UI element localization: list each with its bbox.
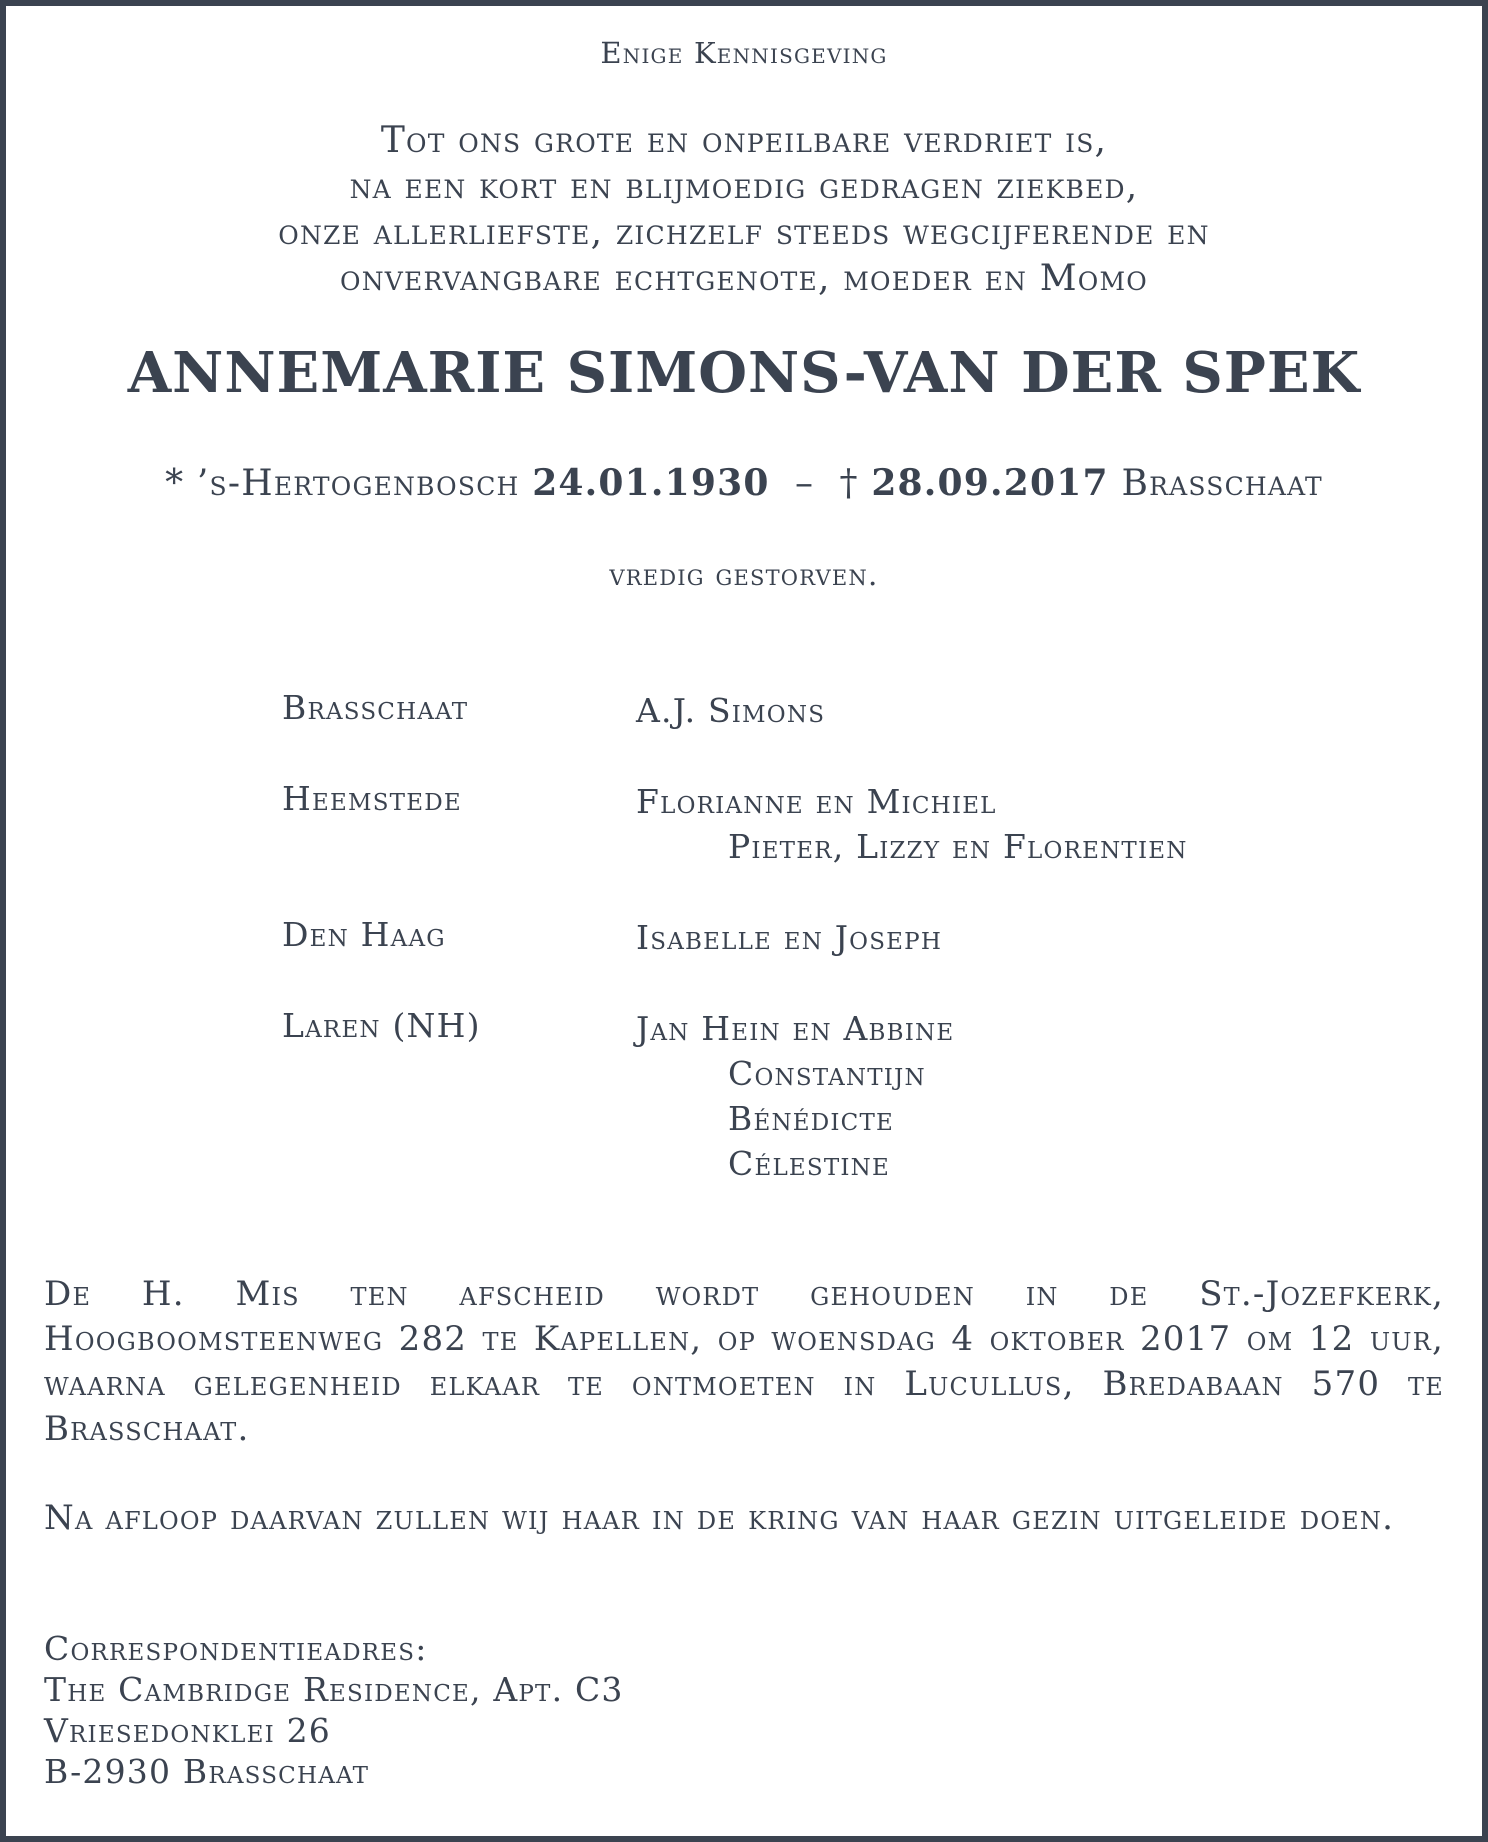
intro-line: onze allerliefste, zichzelf steeds wegcijferende en [278,212,1210,253]
died-text: vredig gestorven. [609,558,879,593]
life-dates [0,462,1488,504]
death-date: 28.09.2017 [871,462,1109,504]
family-children: Pieter, Lizzy en Florentien [728,827,1188,866]
family-list [282,688,1188,1186]
notice-label: Enige Kennisgeving [600,36,888,70]
burial-paragraph: Na afloop daarvan zullen wij haar in de kring van haar gezin uitgeleide doen. [44,1498,1395,1538]
death-place: Brasschaat [1121,463,1323,504]
address-line: Vriesedonklei 26 [44,1711,332,1750]
deceased-name: ANNEMARIE SIMONS-VAN DER SPEK [127,340,1361,406]
family-names: Florianne en Michiel [636,782,997,821]
family-children: Constantijn [728,1054,926,1093]
birth-date: 24.01.1930 [532,462,770,504]
service-paragraph: De H. Mis ten afscheid wordt gehouden in de St.-Jozefkerk, Hoogboomsteenweg 282 te Kapellen, op woensdag 4 oktober 2017 om 12 uur, waarna gelegenheid elkaar te ontmoeten in Lucullus, Bredabaan 570 te Brasschaat. [44,1274,1444,1449]
family-names: A.J. Simons [636,691,826,730]
family-place: Laren (NH) [282,1006,481,1045]
family-row [282,1006,1188,1186]
family-row [282,688,1188,733]
family-row [282,915,1188,960]
family-children: Bénédicte [728,1099,895,1138]
birth-place: * ’s-Hertogenbosch [165,463,520,504]
intro-line: Tot ons grote en onpeilbare verdriet is, [380,120,1108,161]
family-names: Isabelle en Joseph [636,918,943,957]
family-place: Brasschaat [282,688,469,727]
family-row [282,779,1188,869]
family-names: Jan Hein en Abbine [636,1009,955,1048]
death-mark: † [839,463,859,504]
intro-line: na een kort en blijmoedig gedragen ziekbed, [349,166,1139,207]
address-line: B-2930 Brasschaat [44,1752,370,1791]
date-separator: – [794,463,815,504]
family-place: Heemstede [282,779,462,818]
correspondence-address [44,1628,624,1792]
address-line: The Cambridge Residence, Apt. C3 [44,1670,624,1709]
family-children: Célestine [728,1144,890,1183]
address-label: Correspondentieadres: [44,1629,428,1668]
intro-text [0,118,1488,302]
family-place: Den Haag [282,915,446,954]
intro-line: onvervangbare echtgenote, moeder en Momo [340,258,1148,299]
